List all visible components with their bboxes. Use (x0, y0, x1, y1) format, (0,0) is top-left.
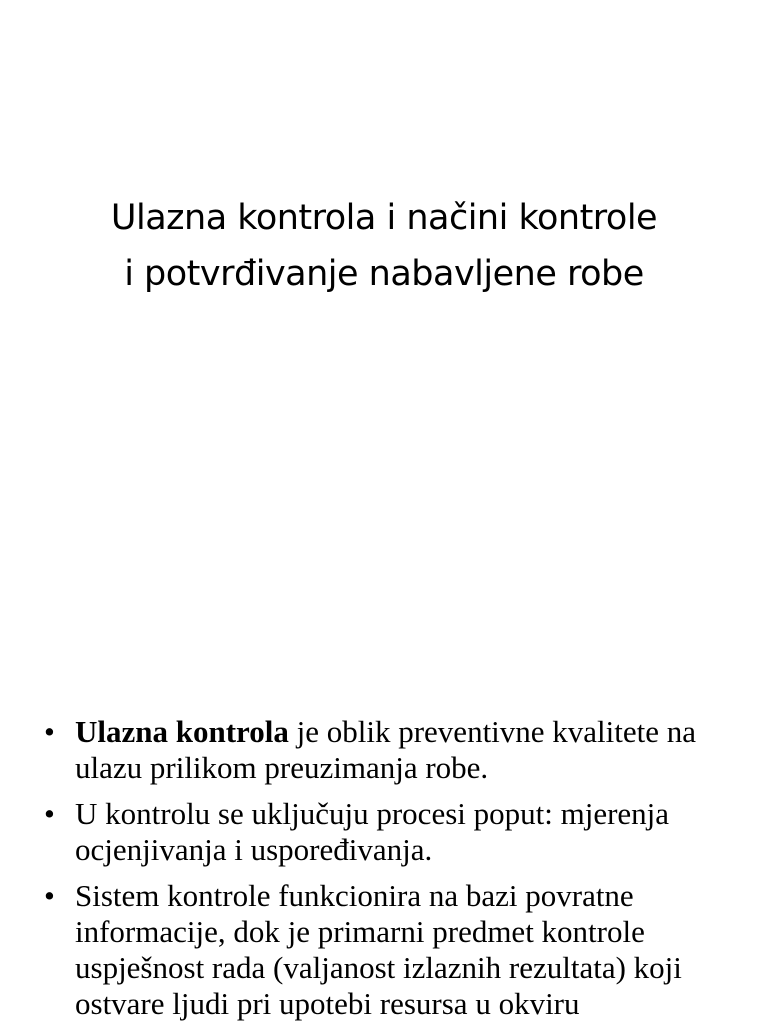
bullet-dot: • (44, 714, 55, 749)
slide-title-line-2: i potvrđivanje nabavljene robe (124, 254, 644, 294)
bullet-dot: • (44, 796, 55, 831)
bullet-list (0, 714, 768, 1032)
slide-title-line-1: Ulazna kontrola i načini kontrole (110, 198, 658, 238)
bullet-item (0, 796, 768, 868)
bullet-item (0, 878, 768, 1022)
bullet-dot: • (44, 878, 55, 913)
bullet-bold-term: Ulazna kontrola (75, 714, 289, 749)
bullet-text: Sistem kontrole funkcionira na bazi povratne informacije, dok je primarni predmet kontrole uspješnost rada (valjanost izlaznih rezultata) koji ostvare ljudi pri upotebi resursa u okviru (75, 878, 682, 1021)
bullet-text: U kontrolu se uključuju procesi poput: mjerenja ocjenjivanja i uspoređivanja. (75, 796, 670, 867)
slide-title (0, 190, 768, 302)
bullet-item (0, 714, 768, 786)
bullet-text: je oblik preventivne kvalitete na ulazu prilikom preuzimanja robe. (75, 714, 697, 785)
